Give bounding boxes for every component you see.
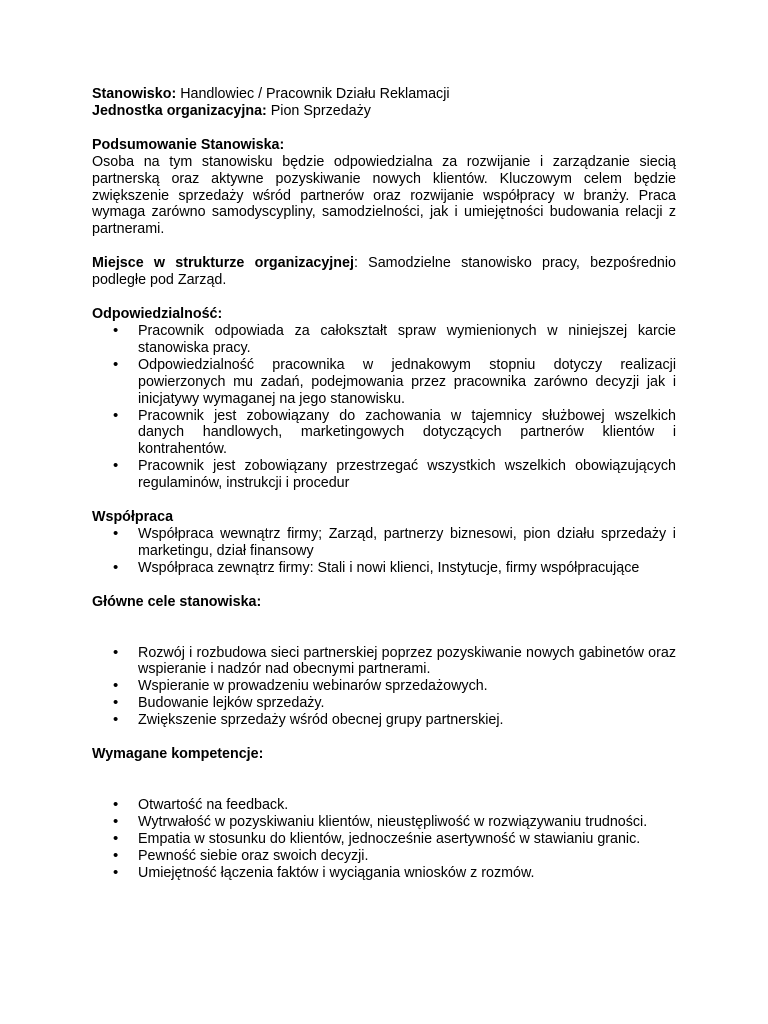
- place-paragraph: [92, 255, 676, 289]
- summary-heading: Podsumowanie Stanowiska:: [92, 136, 285, 153]
- cooperation-heading: Współpraca: [92, 509, 174, 526]
- list-item: • Pracownik jest zobowiązany do zachowania w tajemnicy służbowej wszelkich danych handlowych, marketingowych dotyczących partnerów klientów i kontrahentów.: [92, 408, 676, 459]
- place-text: : Samodzielne stanowisko pracy, bezpośrednio podległe pod Zarząd.: [92, 255, 676, 289]
- goals-list: [92, 645, 676, 730]
- competencies-heading: Wymagane kompetencje:: [92, 746, 264, 763]
- list-item: • Wspieranie w prowadzeniu webinarów sprzedażowych.: [92, 678, 676, 695]
- list-item: • Odpowiedzialność pracownika w jednakowym stopniu dotyczy realizacji powierzonych mu zadań, podejmowania przez pracownika zarówno decyzji jak i inicjatywy wymaganej na jego stanowisku.: [92, 357, 676, 408]
- place-label: Miejsce w strukturze organizacyjnej: [92, 255, 354, 272]
- goals-heading: Główne cele stanowiska:: [92, 593, 262, 610]
- list-item: • Pracownik jest zobowiązany przestrzegać wszystkich wszelkich obowiązujących regulaminów, instrukcji i procedur: [92, 458, 676, 492]
- position-value: Handlowiec / Pracownik Działu Reklamacji: [176, 86, 450, 102]
- summary-text: Osoba na tym stanowisku będzie odpowiedzialna za rozwijanie i zarządzanie siecią partnerską oraz aktywne pozyskiwanie nowych klientów. Kluczowym celem będzie zwiększenie sprzedaży wśród partnerów oraz rozwijanie współpracy w branży. Praca wymaga zarówno samodyscypliny, samodzielności, jak i umiejętności budowania relacji z partnerami.: [92, 153, 676, 238]
- responsibility-list: [92, 323, 676, 492]
- position-line: [92, 86, 676, 103]
- unit-value: Pion Sprzedaży: [266, 102, 371, 119]
- list-item: • Umiejętność łączenia faktów i wyciągania wniosków z rozmów.: [92, 865, 676, 882]
- unit-label: Jednostka organizacyjna:: [92, 102, 267, 119]
- responsibility-heading: Odpowiedzialność:: [92, 306, 223, 323]
- list-item: • Empatia w stosunku do klientów, jednocześnie asertywność w stawianiu granic.: [92, 831, 676, 848]
- list-item: • Wytrwałość w pozyskiwaniu klientów, nieustępliwość w rozwiązywaniu trudności.: [92, 814, 676, 831]
- list-item: • Rozwój i rozbudowa sieci partnerskiej poprzez pozyskiwanie nowych gabinetów oraz wspieranie i nadzór nad obecnymi partnerami.: [92, 645, 676, 679]
- list-item: • Współpraca zewnątrz firmy: Stali i nowi klienci, Instytucje, firmy współpracujące: [92, 560, 676, 577]
- list-item: • Pracownik odpowiada za całokształt spraw wymienionych w niniejszej karcie stanowiska pracy.: [92, 323, 676, 357]
- list-item: • Zwiększenie sprzedaży wśród obecnej grupy partnerskiej.: [92, 712, 676, 729]
- position-label: Stanowisko:: [92, 86, 177, 102]
- list-item: • Pewność siebie oraz swoich decyzji.: [92, 848, 676, 865]
- list-item: • Otwartość na feedback.: [92, 797, 676, 814]
- cooperation-list: [92, 526, 676, 577]
- list-item: • Budowanie lejków sprzedaży.: [92, 695, 676, 712]
- competencies-list: [92, 797, 676, 882]
- document-content: [92, 86, 676, 882]
- unit-line: [92, 103, 676, 120]
- list-item: • Współpraca wewnątrz firmy; Zarząd, partnerzy biznesowi, pion działu sprzedaży i marketingu, dział finansowy: [92, 526, 676, 560]
